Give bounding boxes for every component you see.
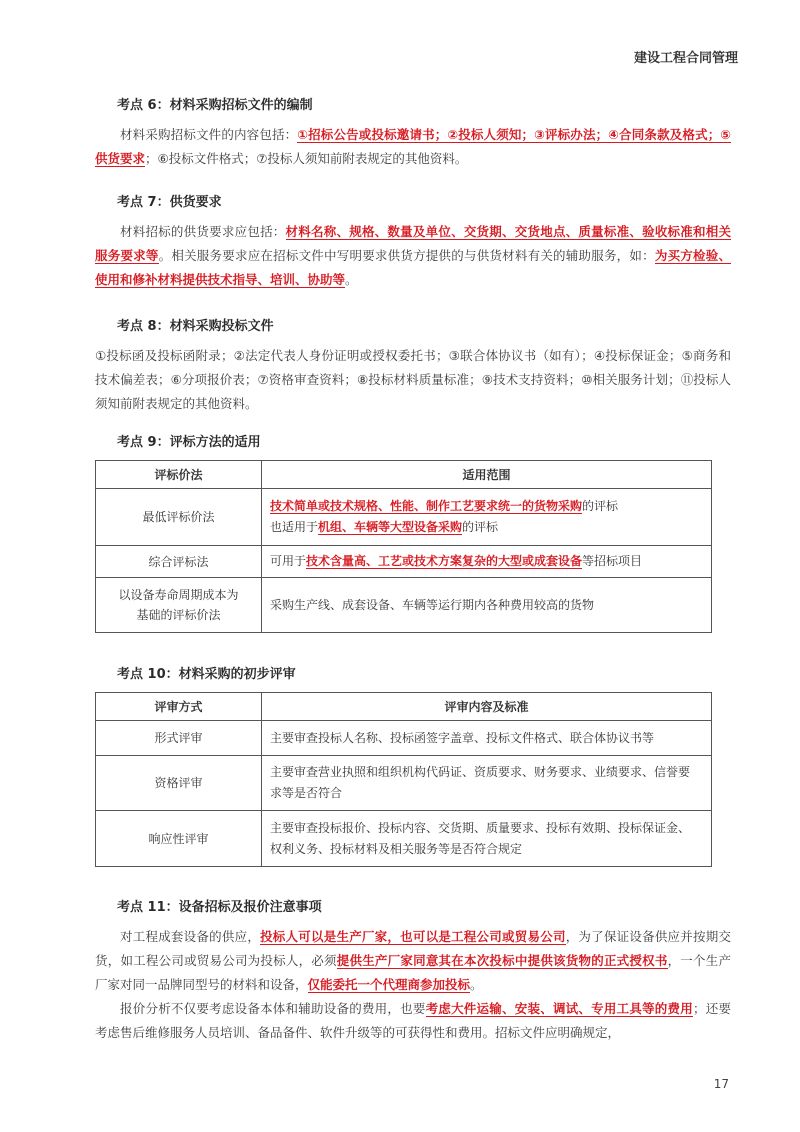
preliminary-review-table <box>95 692 712 867</box>
section-11-paragraph-2 <box>95 997 731 1045</box>
text: ；⑥投标文件格式；⑦投标人须知前附表规定的其他资料。 <box>145 151 468 166</box>
table-header-row <box>96 461 712 489</box>
highlight: 提供生产厂家同意其在本次投标中提供该货物的正式授权书 <box>336 953 668 968</box>
method-name: 综合评标法 <box>96 546 262 578</box>
text: 的评标 <box>582 499 619 513</box>
text: ，为了保证设备供应并按期交货，如工程公司或贸易公司为投标人，必须 <box>95 929 731 968</box>
text: ；还要考虑售后维修服务人员培训、备品备件、软件升级等的可获得性和费用。招标文件应明确规定， <box>95 1001 731 1040</box>
section-6-heading: 考点 6：材料采购招标文件的编制 <box>117 98 313 113</box>
text: 材料采购招标文件的内容包括： <box>120 127 298 142</box>
section-9-heading: 考点 9：评标方法的适用 <box>117 435 261 450</box>
method-name: 最低评标价法 <box>96 489 262 546</box>
review-content: 主要审查营业执照和组织机构代码证、资质要求、财务要求、业绩要求、信誉要求等是否符合 <box>262 756 712 811</box>
table-row <box>96 489 712 546</box>
text: 等招标项目 <box>582 554 643 568</box>
review-type: 资格评审 <box>96 756 262 811</box>
highlight: ①招标公告或投标邀请书；②投标人须知；③评标办法；④合同条款及格式；⑤供货要求 <box>95 127 731 166</box>
section-6-paragraph <box>95 123 731 171</box>
running-header: 建设工程合同管理 <box>633 51 738 66</box>
text: 。 <box>470 977 483 992</box>
review-content: 主要审查投标人名称、投标函签字盖章、投标文件格式、联合体协议书等 <box>262 721 712 756</box>
text: 可用于 <box>270 554 307 568</box>
text: 。 <box>345 272 358 287</box>
section-10 <box>95 665 731 867</box>
table-row <box>96 756 712 811</box>
text: 材料招标的供货要求应包括： <box>120 224 286 239</box>
section-11-heading: 考点 11：设备招标及报价注意事项 <box>117 900 322 915</box>
section-7 <box>95 193 731 292</box>
highlight: 投标人可以是生产厂家，也可以是工程公司或贸易公司 <box>260 929 566 944</box>
table-row <box>96 546 712 578</box>
section-6 <box>95 96 731 171</box>
text: 也适用于 <box>270 520 319 534</box>
highlight: 考虑大件运输、安装、调试、专用工具等的费用 <box>425 1001 694 1016</box>
section-9 <box>95 433 731 633</box>
section-8-heading: 考点 8：材料采购投标文件 <box>117 319 274 334</box>
text: ，一个生产厂家对同一品牌同型号的材料和设备， <box>95 953 731 992</box>
highlight: 仅能委托一个代理商参加投标 <box>307 977 471 992</box>
column-header: 评标价法 <box>96 461 262 489</box>
review-content: 主要审查投标报价、投标内容、交货期、质量要求、投标有效期、投标保证金、权利义务、投标材料及相关服务等是否符合规定 <box>262 811 712 867</box>
highlight: 技术含量高、工艺或技术方案复杂的大型或成套设备 <box>306 554 583 568</box>
column-header: 评审方式 <box>96 693 262 721</box>
method-scope <box>262 489 712 546</box>
column-header: 评审内容及标准 <box>262 693 712 721</box>
table-row <box>96 578 712 633</box>
table-row <box>96 811 712 867</box>
column-header: 适用范围 <box>262 461 712 489</box>
text: 。相关服务要求应在招标文件中写明要求供货方提供的与供货材料有关的辅助服务，如： <box>158 248 655 263</box>
table-header-row <box>96 693 712 721</box>
highlight: 材料名称、规格、数量及单位、交货期、交货地点、质量标准、验收标准和相关服务要求等 <box>95 224 731 263</box>
section-11 <box>95 898 731 1045</box>
section-8-paragraph: ①投标函及投标函附录；②法定代表人身份证明或授权委托书；③联合体协议书（如有）；④投标保证金；⑤商务和技术偏差表；⑥分项报价表；⑦资格审查资料；⑧投标材料质量标准；⑨技术支持资料；⑩相关服务计划；⑪投标人须知前附表规定的其他资料。 <box>95 348 731 411</box>
method-scope <box>262 546 712 578</box>
method-name: 以设备寿命周期成本为基础的评标价法 <box>96 578 262 633</box>
highlight: 技术简单或技术规格、性能、制作工艺要求统一的货物采购 <box>270 499 583 513</box>
highlight: 为买方检验、使用和修补材料提供技术指导、培训、协助等 <box>95 248 731 287</box>
highlight: 机组、车辆等大型设备采购 <box>318 520 463 534</box>
review-type: 形式评审 <box>96 721 262 756</box>
page-number: 17 <box>713 1077 729 1091</box>
method-scope: 采购生产线、成套设备、车辆等运行期内各种费用较高的货物 <box>262 578 712 633</box>
evaluation-method-table <box>95 460 712 633</box>
review-type: 响应性评审 <box>96 811 262 867</box>
section-10-heading: 考点 10：材料采购的初步评审 <box>117 667 296 682</box>
section-7-heading: 考点 7：供货要求 <box>117 195 222 210</box>
section-11-paragraph-1 <box>95 925 731 997</box>
text: 的评标 <box>462 520 499 534</box>
text: 对工程成套设备的供应， <box>120 929 261 944</box>
text: 报价分析不仅要考虑设备本体和辅助设备的费用，也要 <box>120 1001 426 1016</box>
section-7-paragraph <box>95 220 731 292</box>
section-8 <box>95 317 731 416</box>
table-row <box>96 721 712 756</box>
